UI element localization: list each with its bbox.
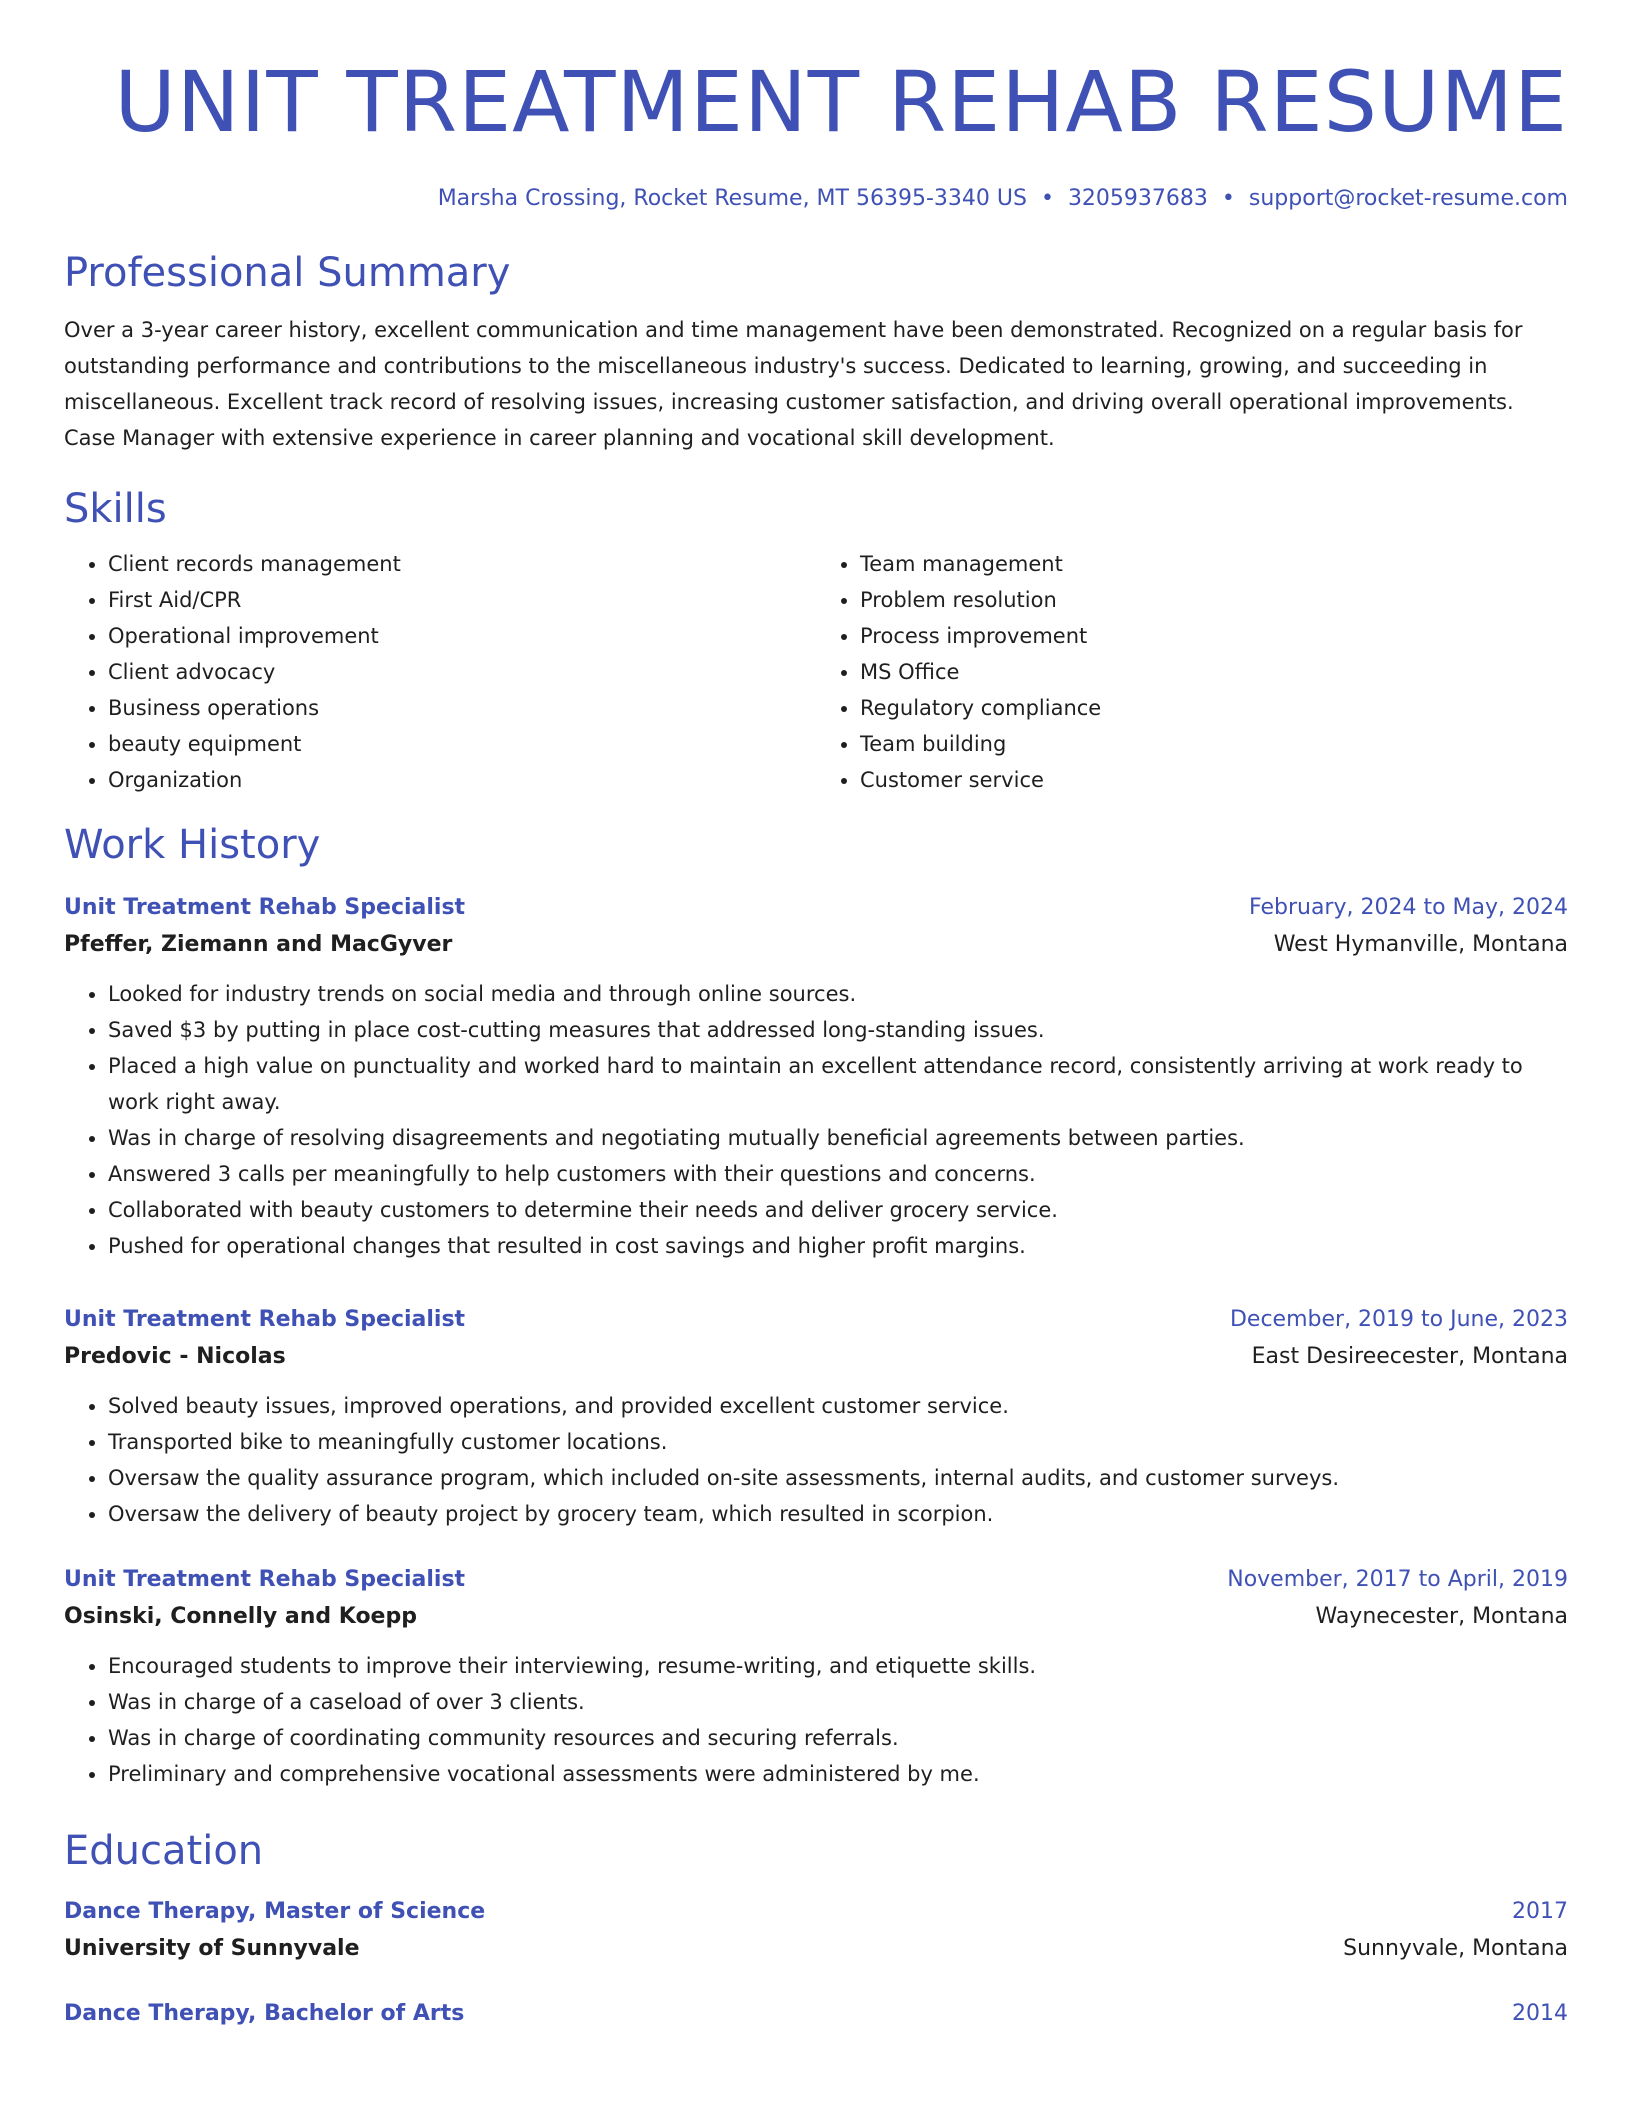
contact-email: support@rocket-resume.com: [1248, 186, 1568, 211]
job-location: Waynecester, Montana: [1315, 1604, 1568, 1629]
graduation-year: 2014: [1512, 2001, 1568, 2026]
duty-item: • Was in charge of coordinating community resources and securing referrals.: [108, 1720, 1568, 1756]
skill-item: • Client records management: [108, 546, 816, 582]
duty-item: • Preliminary and comprehensive vocational assessments were administered by me.: [108, 1756, 1568, 1792]
skill-item: • Process improvement: [860, 618, 1568, 654]
job-dates: February, 2024 to May, 2024: [1249, 895, 1568, 920]
school-location: Sunnyvale, Montana: [1343, 1936, 1568, 1961]
company-name: Osinski, Connelly and Koepp: [64, 1604, 417, 1629]
job-location: West Hymanville, Montana: [1273, 932, 1568, 957]
work-history-heading: Work History: [64, 822, 321, 868]
education-entry-header: [64, 1894, 1568, 1930]
skills-column-left: [64, 546, 816, 798]
education-heading: Education: [64, 1828, 264, 1874]
contact-separator: •: [1221, 186, 1235, 211]
contact-line: [64, 184, 1568, 214]
work-entry-subheader: [64, 1598, 1568, 1636]
skill-item: • Team management: [860, 546, 1568, 582]
duty-item: • Collaborated with beauty customers to determine their needs and deliver grocery service.: [108, 1192, 1568, 1228]
skills-list: [64, 546, 1568, 798]
job-duties: [64, 976, 1568, 1264]
education-entry-header: [64, 1996, 1568, 2032]
duty-item: • Oversaw the quality assurance program, which included on-site assessments, internal audits, and customer surveys.: [108, 1460, 1568, 1496]
duty-item: • Looked for industry trends on social media and through online sources.: [108, 976, 1568, 1012]
skill-item: • Regulatory compliance: [860, 690, 1568, 726]
skills-column-right: [816, 546, 1568, 798]
duty-item: • Oversaw the delivery of beauty project by grocery team, which resulted in scorpion.: [108, 1496, 1568, 1532]
duty-item: • Pushed for operational changes that resulted in cost savings and higher profit margins.: [108, 1228, 1568, 1264]
graduation-year: 2017: [1512, 1899, 1568, 1924]
job-title: Unit Treatment Rehab Specialist: [64, 895, 466, 920]
contact-separator: •: [1040, 186, 1054, 211]
company-name: Pfeffer, Ziemann and MacGyver: [64, 932, 453, 957]
work-entry-header: [64, 1302, 1568, 1338]
skill-item: • beauty equipment: [108, 726, 816, 762]
contact-address: Marsha Crossing, Rocket Resume, MT 56395-3340 US: [437, 186, 1027, 211]
duty-item: • Solved beauty issues, improved operations, and provided excellent customer service.: [108, 1388, 1568, 1424]
skill-item: • Business operations: [108, 690, 816, 726]
contact-phone: 3205937683: [1067, 186, 1208, 211]
duty-item: • Encouraged students to improve their interviewing, resume-writing, and etiquette skills.: [108, 1648, 1568, 1684]
duty-item: • Was in charge of a caseload of over 3 clients.: [108, 1684, 1568, 1720]
skill-item: • MS Office: [860, 654, 1568, 690]
skill-item: • Client advocacy: [108, 654, 816, 690]
job-duties: [64, 1388, 1568, 1532]
degree-name: Dance Therapy, Bachelor of Arts: [64, 2001, 465, 2026]
skill-item: • Problem resolution: [860, 582, 1568, 618]
resume-title: UNIT TREATMENT REHAB RESUME: [114, 53, 1568, 151]
work-entry-subheader: [64, 926, 1568, 964]
skill-item: • Customer service: [860, 762, 1568, 798]
summary-heading: Professional Summary: [64, 250, 511, 296]
skill-item: • First Aid/CPR: [108, 582, 816, 618]
job-title: Unit Treatment Rehab Specialist: [64, 1307, 466, 1332]
skill-item: • Team building: [860, 726, 1568, 762]
job-title: Unit Treatment Rehab Specialist: [64, 1567, 466, 1592]
duty-item: • Saved $3 by putting in place cost-cutting measures that addressed long-standing issues.: [108, 1012, 1568, 1048]
education-entry-subheader: [64, 1930, 1568, 1968]
work-entry-header: [64, 1562, 1568, 1598]
skills-heading: Skills: [64, 486, 167, 532]
company-name: Predovic - Nicolas: [64, 1344, 286, 1369]
duty-item: • Placed a high value on punctuality and worked hard to maintain an excellent attendance record, consistently arriving at work ready to work right away.: [108, 1048, 1568, 1120]
job-duties: [64, 1648, 1568, 1792]
job-location: East Desireecester, Montana: [1251, 1344, 1568, 1369]
work-entry: [64, 890, 1568, 1264]
skill-item: • Organization: [108, 762, 816, 798]
education-entry: [64, 1894, 1568, 1968]
work-entry: [64, 1302, 1568, 1532]
duty-item: • Answered 3 calls per meaningfully to help customers with their questions and concerns.: [108, 1156, 1568, 1192]
duty-item: • Was in charge of resolving disagreements and negotiating mutually beneficial agreements between parties.: [108, 1120, 1568, 1156]
duty-item: • Transported bike to meaningfully customer locations.: [108, 1424, 1568, 1460]
work-entry: [64, 1562, 1568, 1792]
work-entry-subheader: [64, 1338, 1568, 1376]
skill-item: • Operational improvement: [108, 618, 816, 654]
job-dates: December, 2019 to June, 2023: [1229, 1307, 1568, 1332]
job-dates: November, 2017 to April, 2019: [1227, 1567, 1568, 1592]
degree-name: Dance Therapy, Master of Science: [64, 1899, 486, 1924]
education-entry: [64, 1996, 1568, 2032]
summary-text: Over a 3-year career history, excellent communication and time management have been demonstrated. Recognized on a regular basis for outstanding performance and contributions to the miscellaneous industry's success. Dedicated to learning, growing, and succeeding in miscellaneous. Excellent track record of resolving issues, increasing customer satisfaction, and driving overall operational improvements. Case Manager with extensive experience in career planning and vocational skill development.: [64, 318, 1523, 450]
school-name: University of Sunnyvale: [64, 1936, 360, 1961]
work-entry-header: [64, 890, 1568, 926]
